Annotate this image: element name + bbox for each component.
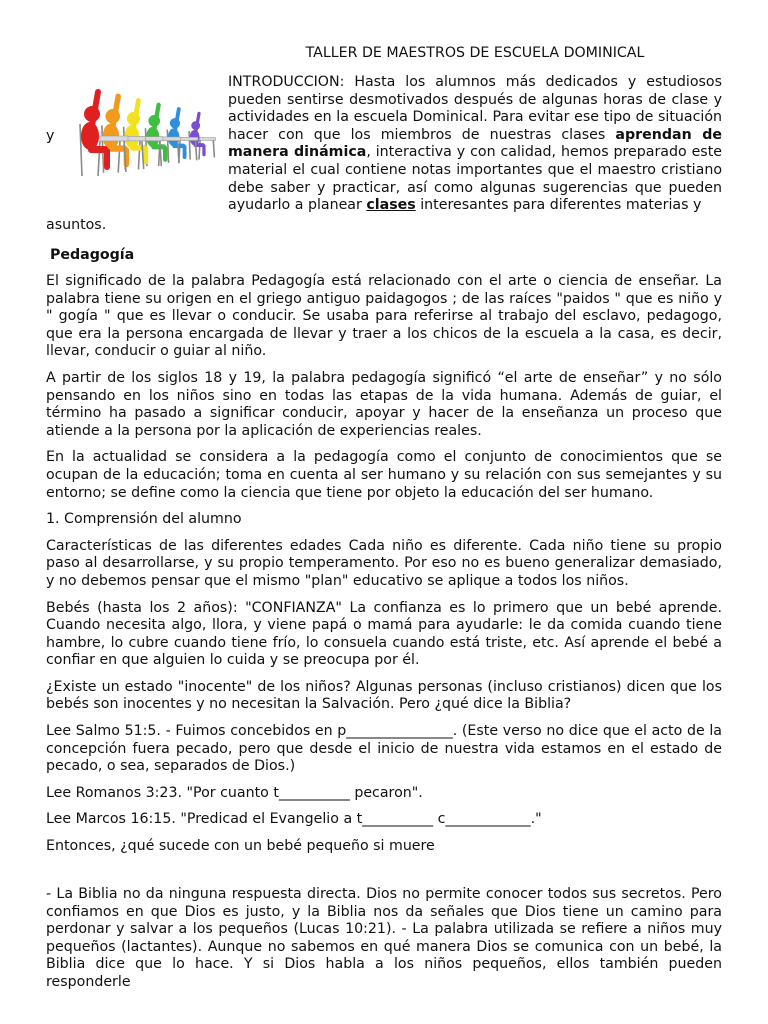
paragraph: Bebés (hasta los 2 años): "CONFIANZA" La confianza es lo primero que un bebé aprende. Cuando necesita algo, llora, y viene papá o mamá para ayudarle: le da comida cuando tiene hambre, lo cubre cuando tiene frío, lo consuela cuando está triste, etc. Así aprende el bebé a confiar en que alguien lo cuida y se preocupa por él.	[46, 599, 722, 669]
paragraph: Características de las diferentes edades Cada niño es diferente. Cada niño tiene su propio paso al desarrollarse, y su propio temperamento. Por eso no es bueno generalizar demasiado, y no debemos pensar que el mismo "plan" educativo se aplique a todos los niños.	[46, 537, 722, 589]
paragraph: El significado de la palabra Pedagogía está relacionado con el arte o ciencia de enseñar. La palabra tiene su origen en el griego antiguo paidagogos ; de las raíces "paidos " que es niño y " gogía " que es llevar o conducir. Se usaba para referirse al trabajo del esclavo, pedagogo, que era la persona encargada de llevar y traer a los chicos de la escuela a la casa, es decir, llevar, conducir o guiar al niño.	[46, 273, 722, 360]
students-at-desks-raising-hands-icon	[64, 66, 224, 194]
last-paragraph-clip	[46, 886, 722, 1024]
document-title: TALLER DE MAESTROS DE ESCUELA DOMINICAL	[305, 45, 645, 61]
paragraph: Lee Romanos 3:23. "Por cuanto t__________ pecaron".	[46, 784, 423, 801]
paragraph: Entonces, ¿qué sucede con un bebé pequeño si muere	[46, 838, 435, 855]
intro-tail: asuntos.	[46, 217, 107, 233]
intro-end: interesantes para diferentes materias y	[415, 197, 702, 214]
paragraph: A partir de los siglos 18 y 19, la palabra pedagogía significó “el arte de enseñar” y no sólo pensando en los niños sino en todas las etapas de la vida humana. Además de guiar, el término ha pasado a significar conducir, apoyar y hacer de la enseñanza un proceso que atiende a la persona por la aplicación de experiencias reales.	[46, 369, 722, 439]
paragraph: Lee Salmo 51:5. - Fuimos concebidos en p_______________. (Este verso no dice que el acto de la concepción fuera pecado, pero que desde el inicio de nuestra vida estamos en el estado de pecado, o sea, separados de Dios.)	[46, 723, 722, 775]
body-text	[46, 246, 722, 865]
paragraph: ¿Existe un estado "inocente" de los niños? Algunas personas (incluso cristianos) dicen que los bebés son inocentes y no necesitan la Salvación. Pero ¿qué dice la Biblia?	[46, 678, 722, 713]
intro-y-mark: y	[46, 128, 55, 144]
intro-bold-phrase: aprendan de manera dinámica	[228, 126, 722, 161]
section-heading: Pedagogía	[50, 247, 135, 263]
intro-lead: INTRODUCCION: Hasta los alumnos más dedicados y estudiosos pueden sentirse desmotivados después de algunas horas de clase y actividades en la escuela Dominical. Para evitar ese tipo de situación hacer con que los miembros de nuestras clases	[228, 74, 722, 143]
intro-middle: , interactiva y con calidad, hemos preparado este material el cual contiene notas importantes que el maestro cristiano debe saber y practicar, así como algunas sugerencias que pueden ayudarlo a planear	[228, 144, 722, 214]
intro-underlined-word: clases	[366, 197, 416, 214]
paragraph: - La Biblia no da ninguna respuesta directa. Dios no permite conocer todos sus secretos. Pero confiamos en que Dios es justo, y la Biblia nos da señales que Dios tiene un camino para perdonar y salvar a los pequeños (Lucas 10:21). - La palabra utilizada se refiere a niños muy pequeños (lactantes). Aunque no sabemos en qué manera Dios se comunica con un bebé, la Biblia dice que lo hace. Y si Dios habla a los niños pequeños, ellos también pueden responderle	[46, 886, 722, 990]
intro-paragraph	[228, 74, 722, 215]
paragraph: En la actualidad se considera a la pedagogía como el conjunto de conocimientos que se ocupan de la educación; toma en cuenta al ser humano y su relación con sus semejantes y su entorno; se define como la ciencia que tiene por objeto la educación del ser humano.	[46, 449, 722, 501]
subsection-heading: 1. Comprensión del alumno	[46, 511, 242, 528]
paragraph: Lee Marcos 16:15. "Predicad el Evangelio a t__________ c____________."	[46, 811, 542, 828]
